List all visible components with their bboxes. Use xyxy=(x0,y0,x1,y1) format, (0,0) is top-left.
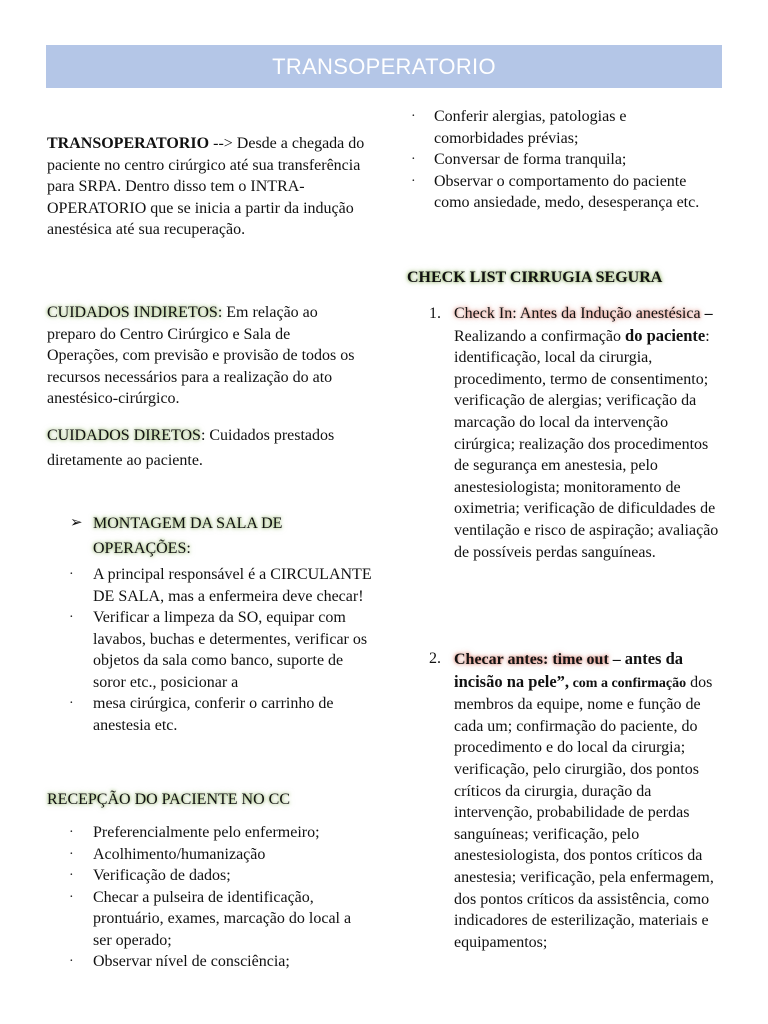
arrow-right-icon: ➢ xyxy=(70,515,83,531)
list-item xyxy=(47,822,372,844)
checklist-item-dash: – xyxy=(700,305,713,322)
intro-term: TRANSOPERATORIO xyxy=(47,135,210,152)
list-item xyxy=(47,844,372,866)
montagem-heading xyxy=(47,511,363,561)
checklist-item-bold: do paciente xyxy=(625,325,706,345)
checklist-item-label: Checar antes: time out xyxy=(454,651,609,668)
bullet-icon: · xyxy=(69,567,74,582)
recepcao-list xyxy=(47,822,372,973)
cuidados-diretos-text: : Cuidados prestados diretamente ao paciente. xyxy=(47,427,335,469)
list-item-text: Observar o comportamento do paciente como ansiedade, medo, desesperança etc. xyxy=(434,172,700,211)
page-banner xyxy=(46,45,722,88)
list-item-text: Observar nível de consciência; xyxy=(93,953,290,970)
intro-paragraph xyxy=(47,133,365,241)
cuidados-indiretos-label: CUIDADOS INDIRETOS: xyxy=(47,304,223,321)
list-item xyxy=(47,607,372,693)
checklist-item-number: 2. xyxy=(429,650,441,667)
list-item xyxy=(47,693,372,736)
bullet-icon: · xyxy=(69,889,74,905)
cuidados-diretos-label: CUIDADOS DIRETOS xyxy=(47,427,201,444)
montagem-title: MONTAGEM DA SALA DE OPERAÇÕES: xyxy=(93,515,283,557)
checklist-item-text: : identificação, local da cirurgia, procedimento, termo de consentimento; verificação de alergias; verificação da marcação do local da intervenção cirúrgica; realização dos procedimentos de segurança em anestesia, pelo anestesiologista; monitoramento de oximetria; verificação de dificuldades de ventilação e risco de aspiração; avaliação de possíveis perdas sanguíneas. xyxy=(454,327,719,561)
cuidados-diretos-paragraph xyxy=(47,423,365,473)
list-item-text: A principal responsável é a CIRCULANTE DE SALA, mas a enfermeira deve checar! xyxy=(93,566,372,605)
checklist-item-bold: antes da incisão na pele”, xyxy=(454,649,683,691)
bullet-icon: · xyxy=(69,868,74,883)
checklist-item-text: Realizando a confirmação xyxy=(454,327,626,345)
montagem-list xyxy=(47,564,372,736)
bullet-icon: · xyxy=(411,152,416,167)
checklist-item-dash: – xyxy=(608,651,625,668)
list-item xyxy=(47,887,372,952)
bullet-icon: · xyxy=(411,173,416,189)
bullet-icon: · xyxy=(69,696,74,711)
checklist-item-number: 1. xyxy=(429,305,441,322)
recepcao-title: RECEPÇÃO DO PACIENTE NO CC xyxy=(47,791,290,808)
list-item-text: Preferencialmente pelo enfermeiro; xyxy=(93,824,320,841)
list-item xyxy=(406,171,706,214)
list-item-text: Checar a pulseira de identificação, prontuário, exames, marcação do local a ser operado; xyxy=(93,888,352,949)
bullet-icon: · xyxy=(69,825,74,840)
bullet-icon: · xyxy=(411,109,416,124)
bullet-icon: · xyxy=(69,846,74,862)
checklist-item-bold-small: com a confirmação xyxy=(569,675,687,691)
checklist-item-label: Check In: Antes da Indução anestésica xyxy=(454,305,701,322)
checklist-item-text: dos membros da equipe, nome e função de cada um; confirmação do paciente, do procedimento e do local da cirurgia; verificação, pelo cirurgião, dos pontos críticos da cirurgia, duração da intervenção, probabilidade de perdas sanguíneas; verificação, pelo anestesiologista, dos pontos críticos da anestesia; verificação, pela enfermagem, dos pontos críticos da assistência, como indicadores de esterilização, materiais e equipamentos; xyxy=(454,673,714,951)
montagem-section xyxy=(47,511,372,736)
right-bullet-list xyxy=(406,106,706,214)
cuidados-indiretos-paragraph xyxy=(47,302,365,410)
list-item-text: Conferir alergias, patologias e comorbidades prévias; xyxy=(434,108,627,147)
bullet-icon: · xyxy=(69,954,74,969)
list-item-text: Verificação de dados; xyxy=(93,867,231,884)
list-item-text: mesa cirúrgica, conferir o carrinho de anestesia etc. xyxy=(93,695,334,734)
list-item xyxy=(47,564,372,607)
list-item-text: Conversar de forma tranquila; xyxy=(434,151,627,168)
cuidados-indiretos-text: Em relação ao preparo do Centro Cirúrgico e Sala de Operações, com previsão e provisão de todos os recursos necessários para a realização do ato anestésico-cirúrgico. xyxy=(47,304,355,407)
checklist-title: CHECK LIST CIRRUGIA SEGURA xyxy=(407,269,663,286)
list-item xyxy=(406,149,706,171)
intro-text: --> Desde a chegada do paciente no centro cirúrgico até sua transferência para SRPA. Dentro disso tem o INTRA-OPERATORIO que se inicia a partir da indução anestésica até sua recuperação. xyxy=(47,135,365,238)
bullet-icon: · xyxy=(69,610,74,625)
list-item xyxy=(406,106,706,149)
list-item xyxy=(47,951,372,973)
list-item xyxy=(47,865,372,887)
checklist-heading xyxy=(407,267,662,289)
list-item-text: Verificar a limpeza da SO, equipar com lavabos, buchas e determentes, verificar os objetos da sala como banco, suporte de soror etc., posicionar a xyxy=(93,609,368,691)
list-item-text: Acolhimento/humanização xyxy=(93,845,266,863)
banner-title: TRANSOPERATORIO xyxy=(272,53,496,79)
checklist-item-2 xyxy=(425,648,724,953)
recepcao-heading xyxy=(47,789,290,811)
checklist-item-1 xyxy=(425,303,724,563)
